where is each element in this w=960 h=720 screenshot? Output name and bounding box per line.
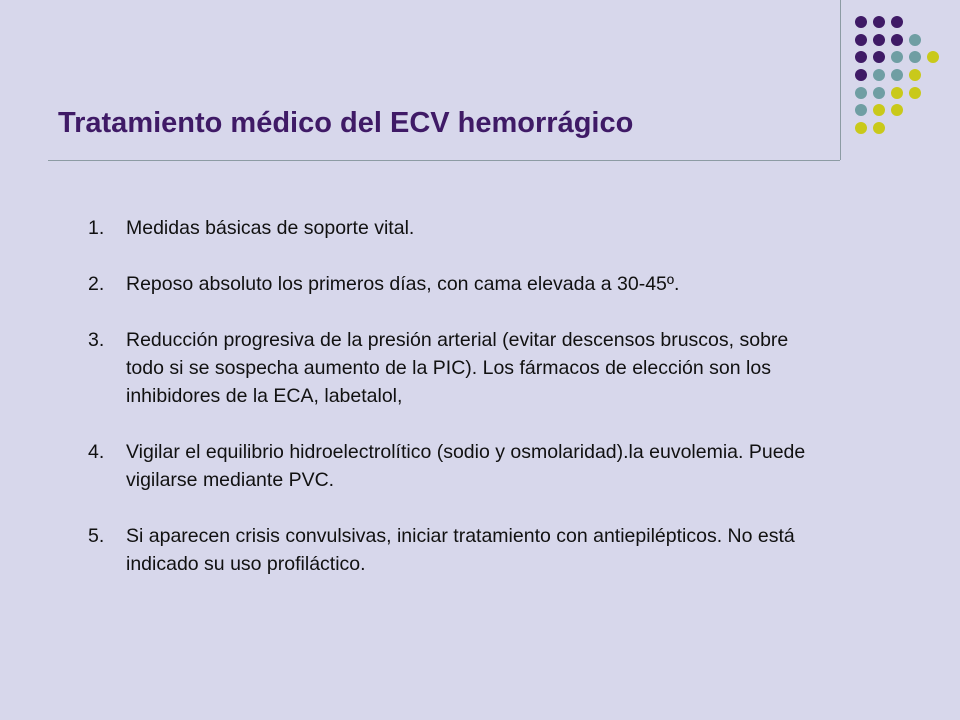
list-item-text: Si aparecen crisis convulsivas, iniciar tratamiento con antiepilépticos. No está indicado su uso profiláctico. — [126, 525, 795, 575]
decor-dot — [891, 69, 903, 81]
title-underline-divider — [48, 160, 840, 161]
decor-dot — [873, 104, 885, 116]
decor-dot — [891, 34, 903, 46]
decor-dot — [855, 69, 867, 81]
list-item — [88, 214, 808, 242]
decor-dot — [891, 51, 903, 63]
list-item-text: Reducción progresiva de la presión arterial (evitar descensos bruscos, sobre todo si se sospecha aumento de la PIC). Los fármacos de elección son los inhibidores de la ECA, labetalol, — [126, 329, 789, 407]
list-item-number: 5. — [88, 525, 105, 547]
decor-dot — [873, 69, 885, 81]
decor-dot — [873, 51, 885, 63]
list-item — [88, 522, 808, 578]
decor-dot — [909, 51, 921, 63]
list-item-text: Vigilar el equilibrio hidroelectrolítico (sodio y osmolaridad).la euvolemia. Puede vigilarse mediante PVC. — [126, 441, 806, 491]
list-item-number: 4. — [88, 441, 105, 463]
decor-dot — [909, 87, 921, 99]
decor-dot — [855, 16, 867, 28]
treatment-list — [88, 214, 808, 606]
decor-dot — [873, 16, 885, 28]
decor-dot — [891, 87, 903, 99]
list-item-number: 1. — [88, 217, 105, 239]
decor-dot — [891, 16, 903, 28]
header-vertical-divider — [840, 0, 841, 160]
decor-dot — [873, 122, 885, 134]
decor-dot — [873, 34, 885, 46]
decor-dot — [909, 34, 921, 46]
decor-dot — [855, 34, 867, 46]
decor-dot — [855, 51, 867, 63]
decor-dot — [855, 87, 867, 99]
list-item — [88, 326, 808, 410]
list-item-text: Medidas básicas de soporte vital. — [126, 217, 415, 239]
decor-dot — [873, 87, 885, 99]
list-item-text: Reposo absoluto los primeros días, con cama elevada a 30-45º. — [126, 273, 680, 295]
decor-dot — [855, 122, 867, 134]
list-item-number: 3. — [88, 329, 105, 351]
list-item — [88, 438, 808, 494]
list-item-number: 2. — [88, 273, 105, 295]
decor-dot — [909, 69, 921, 81]
decor-dot — [927, 51, 939, 63]
list-item — [88, 270, 808, 298]
decor-dot — [855, 104, 867, 116]
decor-dot — [891, 104, 903, 116]
slide-title: Tratamiento médico del ECV hemorrágico — [58, 107, 634, 139]
